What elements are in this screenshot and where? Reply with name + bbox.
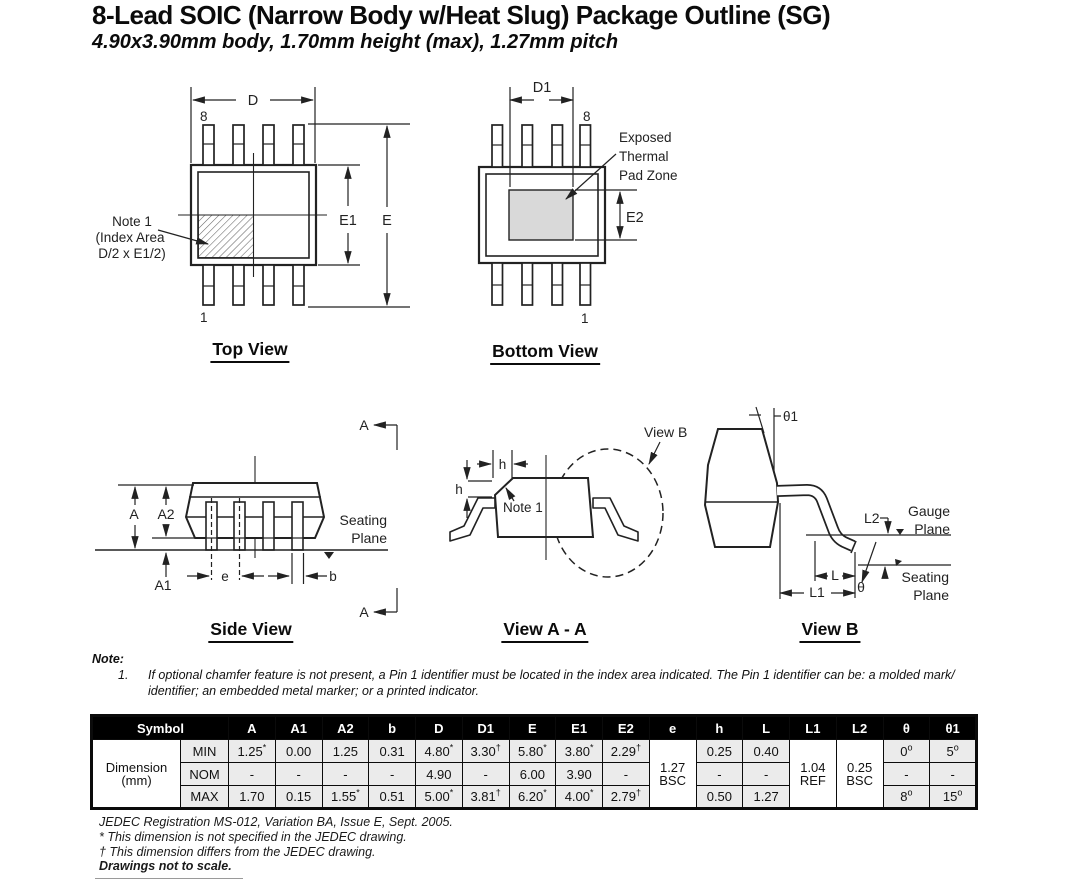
footnotes xyxy=(99,815,453,874)
cell-D-min: 4.80* xyxy=(416,740,463,763)
cell-h-min: 0.25 xyxy=(696,740,743,763)
footnote-2: * This dimension is not specified in the JEDEC drawing. xyxy=(99,829,407,844)
cell-E1-nom: 3.90 xyxy=(556,763,603,786)
cell-h-nom: - xyxy=(696,763,743,786)
cell-D1-nom: - xyxy=(462,763,509,786)
cell-e-all: 1.27 BSC xyxy=(649,740,696,809)
cell-L1-all: 1.04 REF xyxy=(790,740,837,809)
cell-θ-max: 8$^o$ xyxy=(883,786,930,809)
cell-L-min: 0.40 xyxy=(743,740,790,763)
bottom-view-caption: Bottom View xyxy=(490,341,600,365)
thermal-pad xyxy=(509,190,573,240)
cell-θ1-min: 5$^o$ xyxy=(930,740,977,763)
cell-A1-min: 0.00 xyxy=(275,740,322,763)
dim-d1-label: D1 xyxy=(532,80,552,96)
cell-θ-nom: - xyxy=(883,763,930,786)
col-header-L1: L1 xyxy=(790,716,837,740)
col-header-D: D xyxy=(416,716,463,740)
theta-angle-line xyxy=(862,542,876,582)
dimensions-table xyxy=(90,714,978,810)
view-b-body xyxy=(705,429,778,547)
dim-l2-label: L2 xyxy=(864,510,880,526)
pin1-label: 1 xyxy=(200,310,208,325)
cell-b-nom: - xyxy=(369,763,416,786)
dim-e1-label: E1 xyxy=(339,213,357,229)
page-subtitle: 4.90x3.90mm body, 1.70mm height (max), 1.27mm pitch xyxy=(92,31,619,53)
cell-A2-nom: - xyxy=(322,763,369,786)
seating-plane-label-line1: Seating xyxy=(901,569,949,585)
cell-L2-all: 0.25 BSC xyxy=(836,740,883,809)
index-area-hatch xyxy=(199,215,254,258)
gauge-plane-label-line1: Gauge xyxy=(907,503,950,519)
top-view-caption: Top View xyxy=(210,339,289,363)
dim-l1-label: L1 xyxy=(809,584,825,600)
note1-callout-line3: D/2 x E1/2) xyxy=(98,246,166,261)
footnote-4: Drawings not to scale. xyxy=(99,859,232,874)
pin8-label: 8 xyxy=(583,109,591,124)
dim-a1-label: A1 xyxy=(154,577,172,593)
cell-A1-max: 0.15 xyxy=(275,786,322,809)
row-label-min: MIN xyxy=(181,740,229,763)
cell-A1-nom: - xyxy=(275,763,322,786)
cell-θ-min: 0$^o$ xyxy=(883,740,930,763)
view-aa-caption: View A - A xyxy=(501,619,588,643)
col-header-θ: θ xyxy=(883,716,930,740)
cell-L-max: 1.27 xyxy=(743,786,790,809)
cell-E2-max: 2.79† xyxy=(603,786,650,809)
pin1-label: 1 xyxy=(581,311,589,326)
cell-A-nom: - xyxy=(229,763,276,786)
section-a-top-label: A xyxy=(359,417,369,433)
dim-l-label: L xyxy=(831,567,839,583)
dim-h-top-label: h xyxy=(498,457,507,472)
cell-E2-min: 2.29† xyxy=(603,740,650,763)
footnote-3: † This dimension differs from the JEDEC drawing. xyxy=(99,844,376,859)
cell-D1-min: 3.30† xyxy=(462,740,509,763)
bottom-rule xyxy=(95,878,243,879)
section-a-bottom-label: A xyxy=(359,604,369,620)
note1-callout-line2: (Index Area xyxy=(95,230,165,245)
cell-E-max: 6.20* xyxy=(509,786,556,809)
thermal-pad-callout-line3: Pad Zone xyxy=(619,168,678,183)
cell-b-min: 0.31 xyxy=(369,740,416,763)
dim-h-left-label: h xyxy=(455,482,463,497)
col-header-L: L xyxy=(743,716,790,740)
note1-label: Note 1 xyxy=(503,500,543,515)
page-title: 8-Lead SOIC (Narrow Body w/Heat Slug) Package Outline (SG) xyxy=(92,0,831,30)
cell-D1-max: 3.81† xyxy=(462,786,509,809)
col-header-A1: A1 xyxy=(275,716,322,740)
dim-a2-label: A2 xyxy=(157,506,175,522)
cell-E1-max: 4.00* xyxy=(556,786,603,809)
gauge-plane-datum-triangle xyxy=(896,529,904,535)
seating-plane-label-line2: Plane xyxy=(913,587,949,603)
cell-D-nom: 4.90 xyxy=(416,763,463,786)
seating-plane-label-line1: Seating xyxy=(339,512,387,528)
view-aa-diagram xyxy=(430,398,710,630)
side-view-diagram xyxy=(90,398,420,630)
cell-A-min: 1.25* xyxy=(229,740,276,763)
top-view-diagram xyxy=(90,75,420,327)
cell-A2-max: 1.55* xyxy=(322,786,369,809)
cell-E-min: 5.80* xyxy=(509,740,556,763)
cell-h-max: 0.50 xyxy=(696,786,743,809)
side-view-caption: Side View xyxy=(208,619,293,643)
view-b-diagram xyxy=(695,395,1005,630)
cell-b-max: 0.51 xyxy=(369,786,416,809)
bottom-view-diagram xyxy=(430,75,760,327)
col-header-e: e xyxy=(649,716,696,740)
row-label-max: MAX xyxy=(181,786,229,809)
view-b-leader-arrow xyxy=(649,442,660,464)
note1-callout-line1: Note 1 xyxy=(112,214,152,229)
thermal-pad-callout-line1: Exposed xyxy=(619,130,672,145)
cell-E2-nom: - xyxy=(603,763,650,786)
dimension-mm-label: Dimension (mm) xyxy=(92,740,181,809)
view-b-caption: View B xyxy=(799,619,860,643)
seating-plane-datum-triangle xyxy=(324,552,334,559)
col-header-E: E xyxy=(509,716,556,740)
dim-d-label: D xyxy=(247,93,259,109)
footnote-1: JEDEC Registration MS-012, Variation BA, Issue E, Sept. 2005. xyxy=(99,815,453,829)
row-label-nom: NOM xyxy=(181,763,229,786)
col-header-D1: D1 xyxy=(462,716,509,740)
cell-D-max: 5.00* xyxy=(416,786,463,809)
dim-e2-label: E2 xyxy=(626,210,644,226)
col-header-θ1: θ1 xyxy=(930,716,977,740)
col-header-L2: L2 xyxy=(836,716,883,740)
cell-A-max: 1.70 xyxy=(229,786,276,809)
note-heading: Note: xyxy=(92,652,124,666)
pin8-label: 8 xyxy=(200,109,208,124)
col-header-E1: E1 xyxy=(556,716,603,740)
cell-E1-min: 3.80* xyxy=(556,740,603,763)
dim-theta1-label: θ1 xyxy=(783,409,799,424)
thermal-pad-callout-line2: Thermal xyxy=(619,149,669,164)
col-header-b: b xyxy=(369,716,416,740)
col-header-A: A xyxy=(229,716,276,740)
note-item-number: 1. xyxy=(118,668,129,682)
cell-L-nom: - xyxy=(743,763,790,786)
gauge-plane-label-line2: Plane xyxy=(914,521,950,537)
cell-θ1-max: 15$^o$ xyxy=(930,786,977,809)
dim-b-label: b xyxy=(329,569,337,584)
dim-theta-label: θ xyxy=(857,579,865,595)
view-b-lead xyxy=(777,490,856,553)
cell-θ1-nom: - xyxy=(930,763,977,786)
view-b-callout-label: View B xyxy=(644,424,688,440)
col-header-h: h xyxy=(696,716,743,740)
note-item-text: If optional chamfer feature is not present, a Pin 1 identifier must be located in the index area indicated. The Pin 1 identifier can be: a molded mark/ identifier; an embedded metal marker; or a printed indicator. xyxy=(148,668,955,698)
seating-plane-label-line2: Plane xyxy=(351,530,387,546)
col-header-E2: E2 xyxy=(603,716,650,740)
dim-a-label: A xyxy=(129,506,139,522)
dim-e-label: e xyxy=(221,569,229,584)
cell-A2-min: 1.25 xyxy=(322,740,369,763)
col-header-A2: A2 xyxy=(322,716,369,740)
cell-E-nom: 6.00 xyxy=(509,763,556,786)
dim-e-label: E xyxy=(382,213,392,229)
col-header-symbol: Symbol xyxy=(92,716,229,740)
table-row-min xyxy=(92,740,977,763)
